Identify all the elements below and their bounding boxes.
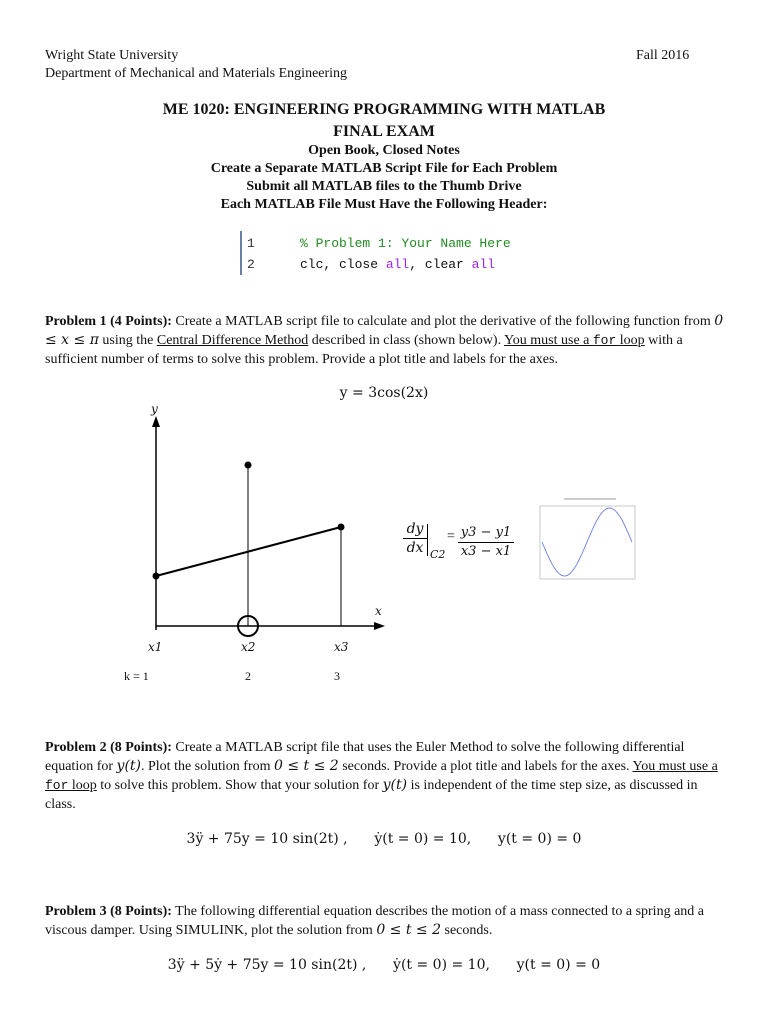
point-3 <box>338 524 345 531</box>
problem-1-equation: y = 3cos(2x) <box>339 385 429 401</box>
diagram-k3-label: 3 <box>334 669 340 683</box>
exam-title: FINAL EXAM <box>333 123 435 140</box>
instruction-line-4: Each MATLAB File Must Have the Following Header: <box>220 197 548 212</box>
code-comment-line: % Problem 1: Your Name Here <box>300 236 511 251</box>
derivative-thumbnail-plot <box>530 494 642 590</box>
diagram-x2-label: x2 <box>241 640 256 654</box>
diagram-x-label: x <box>375 604 382 618</box>
line-number: 2 <box>247 257 255 272</box>
problem-3-equation: 3ÿ + 5ẏ + 75y = 10 sin(2t) , ẏ(t = 0) = 10, y(t = 0) = 0 <box>167 957 601 973</box>
evaluation-bar <box>427 524 428 556</box>
diagram-k2-label: 2 <box>245 669 251 683</box>
problem-1-text: Problem 1 (4 Points): Create a MATLAB script file to calculate and plot the derivative of the following function from 0 ≤ x ≤ π using the Central Difference Method described in class (shown below). You must use a for loop with a sufficient number of terms to solve this problem. Provide a plot title and labels for the axes. <box>45 313 724 367</box>
code-clear-line: clc, close all, clear all <box>300 257 496 272</box>
formula-subscript: C2 <box>430 548 446 561</box>
diagram-x1-label: x1 <box>148 640 163 654</box>
instruction-line-3: Submit all MATLAB files to the Thumb Drive <box>246 179 522 194</box>
problem-3-text: Problem 3 (8 Points): The following differential equation describes the motion of a mass connected to a spring and a viscous damper. Using SIMULINK, plot the solution from 0 ≤ t ≤ 2 seconds. <box>45 904 704 938</box>
x-axis-arrow <box>374 622 385 630</box>
plot-background <box>530 494 642 590</box>
formula-dy-dx: dy dx <box>403 520 427 557</box>
equals-sign: = <box>447 529 455 544</box>
problem-2-equation: 3ÿ + 75y = 10 sin(2t) , ẏ(t = 0) = 10, y(t = 0) = 0 <box>186 831 582 847</box>
y-axis-arrow <box>152 416 160 427</box>
formula-fraction: y3 − y1 x3 − x1 <box>458 524 514 561</box>
point-2 <box>245 462 252 469</box>
instruction-line-1: Open Book, Closed Notes <box>308 143 460 158</box>
instruction-line-2: Create a Separate MATLAB Script File for Each Problem <box>210 161 558 176</box>
code-header-box <box>240 231 532 275</box>
line-number: 1 <box>247 236 255 251</box>
diagram-y-label: y <box>151 402 158 416</box>
diagram-k-label: k = 1 <box>124 669 149 683</box>
university-name: Wright State University <box>45 48 179 63</box>
course-title: ME 1020: ENGINEERING PROGRAMMING WITH MATLAB <box>162 101 606 118</box>
point-1 <box>153 573 160 580</box>
department-name: Department of Mechanical and Materials Engineering <box>45 66 348 81</box>
diagram-x3-label: x3 <box>334 640 349 654</box>
term: Fall 2016 <box>636 48 690 63</box>
problem-2-text: Problem 2 (8 Points): Create a MATLAB script file that uses the Euler Method to solve the following differential equation for y(t). Plot the solution from 0 ≤ t ≤ 2 seconds. Provide a plot title and labels for the axes. You must use a for loop to solve this problem. Show that your solution for y(t) is independent of the time step size, as discussed in class. <box>45 740 718 812</box>
